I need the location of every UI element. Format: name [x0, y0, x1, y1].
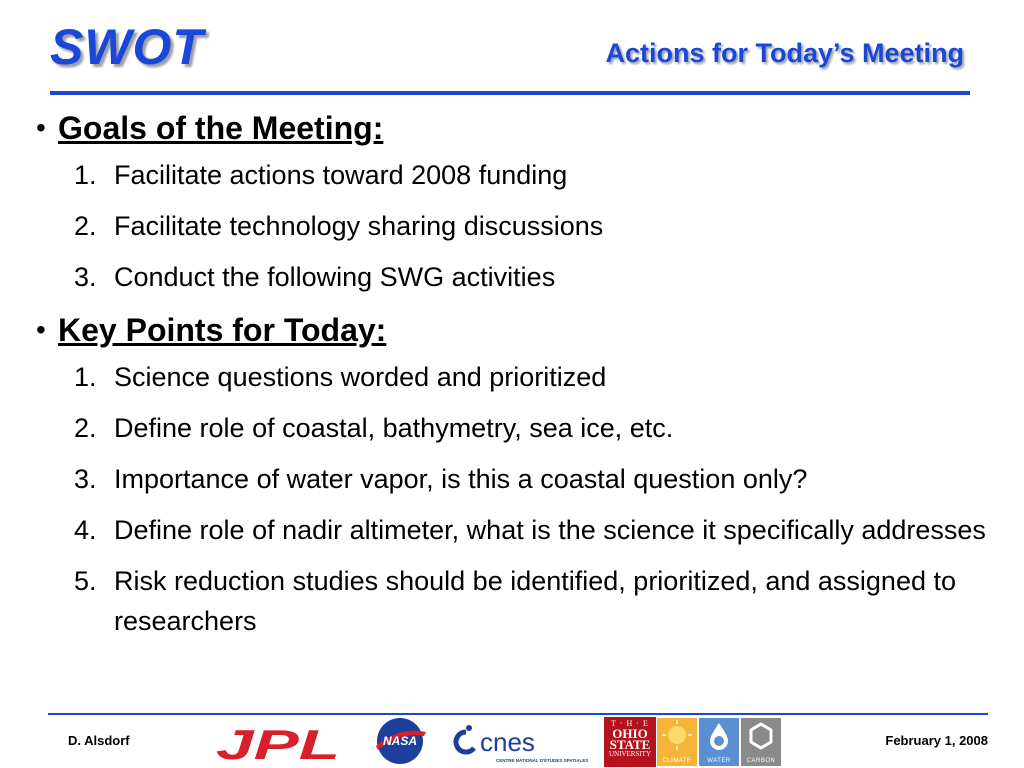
list-item: [36, 408, 1016, 448]
climate-tile-icon: [657, 718, 697, 766]
carbon-tile-label: CARBON: [746, 758, 776, 764]
list-item-number: 4.: [74, 515, 97, 545]
jpl-logo-icon: [216, 726, 342, 762]
list-item: [36, 510, 1016, 550]
list-item-text: Science questions worded and prioritized: [114, 362, 607, 392]
list-item-number: 2.: [74, 413, 97, 443]
list-item-number: 2.: [74, 211, 97, 241]
osu-logo-icon: [604, 717, 656, 767]
nasa-logo-icon: [372, 716, 428, 766]
list-item: [36, 206, 1016, 246]
list-item-text: Facilitate technology sharing discussions: [114, 211, 604, 241]
header-divider: [50, 91, 970, 95]
bullet-icon: •: [36, 314, 46, 345]
list-item-number: 3.: [74, 464, 97, 494]
section-heading-key-points: [36, 308, 1016, 352]
list-item-text: Conduct the following SWG activities: [114, 262, 556, 292]
list-item: [36, 357, 1016, 397]
list-item-text: Define role of coastal, bathymetry, sea ice, etc.: [114, 413, 674, 443]
section-heading-text: Key Points for Today:: [58, 312, 387, 348]
cnes-logo-text: cnes: [480, 727, 535, 757]
water-tile-icon: [699, 718, 739, 766]
list-item: [36, 155, 1016, 195]
list-item: [36, 459, 1016, 499]
list-item-text: Facilitate actions toward 2008 funding: [114, 160, 568, 190]
osu-logo-bot: UNIVERSITY: [609, 750, 651, 758]
list-item-text: Importance of water vapor, is this a coastal question only?: [114, 464, 808, 494]
bullet-icon: •: [36, 112, 46, 143]
slide-title: Actions for Today’s Meeting: [605, 38, 964, 68]
list-item-text: Define role of nadir altimeter, what is the science it specifically addresses: [114, 515, 986, 545]
jpl-logo-text: JPL: [216, 726, 340, 762]
footer-date: February 1, 2008: [885, 733, 988, 748]
nasa-logo-text: NASA: [382, 734, 418, 748]
section-heading-goals: [36, 106, 1016, 150]
list-item-text: Risk reduction studies should be identified, prioritized, and assigned to researchers: [114, 566, 956, 636]
slide-content: [36, 106, 1016, 641]
list-item: [36, 257, 1016, 297]
list-item: [36, 561, 1016, 641]
footer-author: D. Alsdorf: [68, 733, 130, 748]
cnes-subtitle: CENTRE NATIONAL D'ÉTUDES SPATIALES: [496, 758, 589, 763]
climate-tile-label: CLIMATE: [662, 758, 692, 764]
list-item-number: 5.: [74, 566, 97, 596]
cnes-logo-icon: [452, 718, 592, 766]
list-item-number: 1.: [74, 362, 97, 392]
swot-logo-title: SWOT: [50, 19, 204, 75]
footer-divider: [48, 713, 988, 715]
osu-logo-top: T · H · E: [611, 719, 649, 728]
section-heading-text: Goals of the Meeting:: [58, 110, 384, 146]
water-tile-label: WATER: [707, 758, 731, 764]
osu-logo-mid: OHIO STATE: [609, 726, 651, 752]
list-item-number: 1.: [74, 160, 97, 190]
list-item-number: 3.: [74, 262, 97, 292]
carbon-tile-icon: [741, 718, 781, 766]
